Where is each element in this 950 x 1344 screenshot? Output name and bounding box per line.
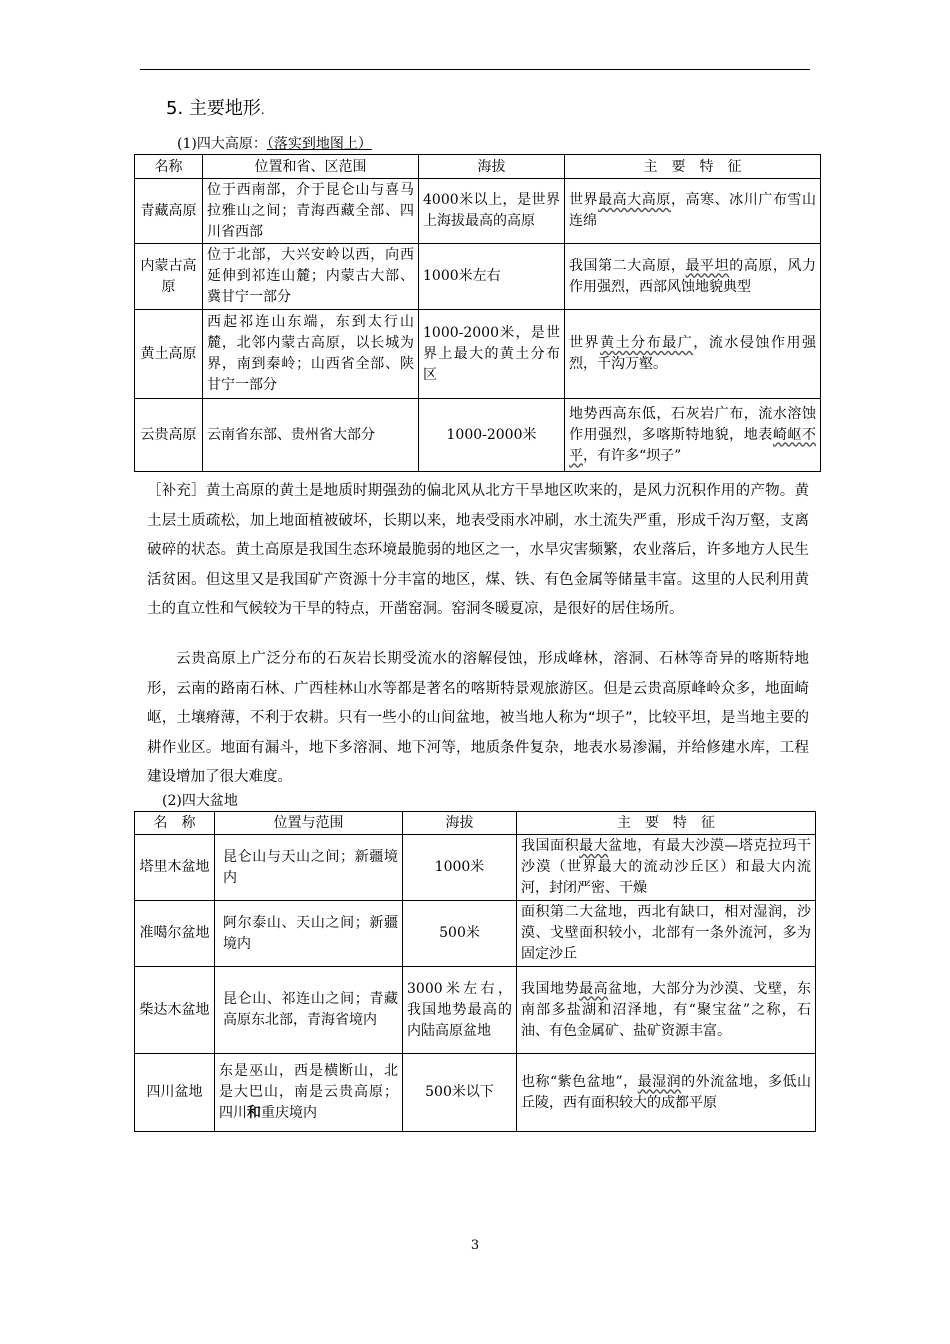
supplement-paragraph-1 bbox=[147, 477, 809, 625]
plateau-location: 位于西南部，介于昆仑山与喜马拉雅山之间；青海西藏全部、四川省西部 bbox=[203, 179, 419, 244]
basin-altitude: 1000米 bbox=[403, 835, 517, 901]
feature-text: 盆地，大部分为沙漠、戈壁，东南部多盐湖和沼泽地，有“聚宝盆”之称，石油、有色金属矿、盐矿资源丰富。 bbox=[521, 980, 812, 1039]
plateau-name: 黄土高原 bbox=[135, 310, 203, 399]
basin-feature bbox=[517, 1054, 816, 1132]
feature-text: 世界 bbox=[569, 192, 599, 208]
table-row bbox=[135, 179, 821, 244]
supplement-text-1: 黄土高原的黄土是地质时期强劲的偏北风从北方干旱地区吹来的，是风力沉积作用的产物。黄土层土质疏松，加上地面植被破坏，长期以来，地表受雨水冲刷，水土流失严重，形成千沟万壑，支离破碎的状态。黄土高原是我国生态环境最脆弱的地区之一，水旱灾害频繁，农业落后，许多地方人民生活贫困。但这里又是我国矿产资源十分丰富的地区，煤、铁、有色金属等储量丰富。这里的人民利用黄土的直立性和气候较为干旱的特点，开凿窑洞。窑洞冬暖夏凉，是很好的居住场所。 bbox=[147, 483, 810, 617]
table-row bbox=[135, 310, 821, 399]
feature-text: 我国面积 bbox=[521, 838, 580, 854]
header-name: 名 称 bbox=[135, 812, 215, 835]
basin-feature bbox=[517, 835, 816, 901]
basin-table bbox=[134, 811, 816, 1132]
section-number: 5. bbox=[166, 98, 184, 119]
feature-highlight: 最湿润 bbox=[637, 1073, 682, 1090]
basin-name: 四川盆地 bbox=[135, 1054, 215, 1132]
plateau-location: 位于北部，大兴安岭以西，向西延伸到祁连山麓；内蒙古大部、冀甘宁一部分 bbox=[203, 244, 419, 310]
table-row bbox=[135, 1054, 816, 1132]
feature-text: 盆地，有最大沙漠—塔克拉玛干沙漠（世界最大的流动沙丘区）和最大内流河，封闭严密、干燥 bbox=[521, 838, 812, 896]
feature-text: 的高原，风力作用强烈，西部风蚀地貌典型 bbox=[569, 257, 816, 295]
supplement-paragraph-2 bbox=[147, 645, 809, 793]
feature-highlight: 黄土分布最广 bbox=[600, 335, 694, 351]
basin-name: 准噶尔盆地 bbox=[135, 901, 215, 967]
plateau-altitude: 1000米左右 bbox=[419, 244, 565, 310]
table-row bbox=[135, 967, 816, 1054]
header-location: 位置和省、区范围 bbox=[203, 155, 419, 179]
feature-text: ，高寒、冰川广布雪山连绵 bbox=[569, 192, 816, 229]
plateau-name: 内蒙古高原 bbox=[135, 244, 203, 310]
feature-text: 我国地势 bbox=[521, 980, 580, 997]
basin-altitude: 3000米左右，我国地势最高的内陆高原盆地 bbox=[403, 967, 517, 1054]
heading-dot: . bbox=[260, 103, 265, 117]
basin-name: 塔里木盆地 bbox=[135, 835, 215, 901]
plateau-altitude: 4000米以上，是世界上海拔最高的高原 bbox=[419, 179, 565, 244]
feature-highlight: 最高 bbox=[579, 980, 609, 997]
plateau-table-header bbox=[135, 155, 821, 179]
location-text: 重庆境内 bbox=[261, 1105, 317, 1121]
plateau-location: 云南省东部、贵州省大部分 bbox=[203, 399, 419, 472]
basin-feature bbox=[517, 967, 816, 1054]
plateau-feature bbox=[565, 310, 821, 399]
feature-highlight: 最平坦 bbox=[685, 257, 730, 274]
location-text: 东是巫山，西是横断山，北是大巴山，南是云贵高原；四川 bbox=[219, 1063, 398, 1121]
header-feature: 主 要 特 征 bbox=[565, 155, 821, 179]
plateau-altitude: 1000-2000米，是世界上最大的黄土分布区 bbox=[419, 310, 565, 399]
table-row bbox=[135, 399, 821, 472]
basin-location: 阿尔泰山、天山之间；新疆境内 bbox=[215, 901, 403, 967]
table-row bbox=[135, 835, 816, 901]
basin-altitude: 500米 bbox=[403, 901, 517, 967]
plateau-name: 云贵高原 bbox=[135, 399, 203, 472]
basin-location: 昆仑山与天山之间；新疆境内 bbox=[215, 835, 403, 901]
header-altitude: 海拔 bbox=[419, 155, 565, 179]
plateau-name: 青藏高原 bbox=[135, 179, 203, 244]
plateau-location: 西起祁连山东端，东到太行山麓，北邻内蒙古高原，以长城为界，南到秦岭；山西省全部、陕甘宁一部分 bbox=[203, 310, 419, 399]
location-bold-text: 和 bbox=[247, 1105, 261, 1121]
plateau-caption-note: （落实到地图上） bbox=[266, 136, 372, 152]
plateau-feature bbox=[565, 399, 821, 472]
header-altitude: 海拔 bbox=[403, 812, 517, 835]
plateau-caption-prefix: (1)四大高原： bbox=[177, 136, 267, 152]
plateau-feature bbox=[565, 244, 821, 310]
header-location: 位置与范围 bbox=[215, 812, 403, 835]
table-row bbox=[135, 901, 816, 967]
basin-altitude: 500米以下 bbox=[403, 1054, 517, 1132]
feature-highlight: 最大 bbox=[579, 838, 609, 854]
feature-text: 世界 bbox=[569, 335, 601, 351]
section-title: 主要地形 bbox=[188, 98, 261, 119]
basin-table-header bbox=[135, 812, 816, 835]
page-number: 3 bbox=[470, 1238, 480, 1253]
header-feature: 主 要 特 征 bbox=[517, 812, 816, 835]
feature-text: 地势西高东低，石灰岩广布，流水溶蚀作用强烈，多喀斯特地貌，地表 bbox=[569, 405, 816, 443]
feature-text: 也称“紫色盆地”， bbox=[521, 1073, 638, 1090]
supplement-bracket: ［补充］ bbox=[147, 483, 206, 499]
basin-location bbox=[215, 1054, 403, 1132]
feature-highlight: 最高大高原 bbox=[598, 192, 671, 208]
table-row bbox=[135, 244, 821, 310]
feature-highlight: 崎岖不平 bbox=[569, 426, 816, 464]
feature-text: 的外流盆地，多低山丘陵，西有面积较大的成都平原 bbox=[521, 1073, 811, 1111]
header-name: 名称 bbox=[135, 155, 203, 179]
basin-name: 柴达木盆地 bbox=[135, 967, 215, 1054]
section-heading bbox=[166, 97, 265, 122]
header-rule bbox=[140, 69, 810, 70]
supplement-text-2: 云贵高原上广泛分布的石灰岩长期受流水的溶解侵蚀，形成峰林，溶洞、石林等奇异的喀斯特地形，云南的路南石林、广西桂林山水等都是著名的喀斯特景观旅游区。但是云贵高原峰岭众多，地面崎岖，土壤瘠薄，不利于农耕。只有一些小的山间盆地，被当地人称为“坝子”，比较平坦，是当地主要的耕作业区。地面有漏斗，地下多溶洞、地下河等，地质条件复杂，地表水易渗漏，并给修建水库，工程建设增加了很大难度。 bbox=[147, 651, 809, 785]
basin-caption: (2)四大盆地 bbox=[162, 793, 238, 809]
feature-text: 我国第二大高原， bbox=[569, 257, 686, 274]
basin-feature: 面积第二大盆地，西北有缺口，相对湿润，沙漠、戈壁面积较小，北部有一条外流河，多为固定沙丘 bbox=[517, 901, 816, 967]
feature-text: ，有许多“坝子” bbox=[583, 447, 682, 464]
plateau-table bbox=[134, 154, 821, 472]
basin-location: 昆仑山、祁连山之间；青藏高原东北部，青海省境内 bbox=[215, 967, 403, 1054]
feature-text: ，流水侵蚀作用强烈，千沟万壑。 bbox=[569, 335, 817, 372]
plateau-caption bbox=[177, 135, 372, 153]
plateau-feature bbox=[565, 179, 821, 244]
plateau-altitude: 1000-2000米 bbox=[419, 399, 565, 472]
